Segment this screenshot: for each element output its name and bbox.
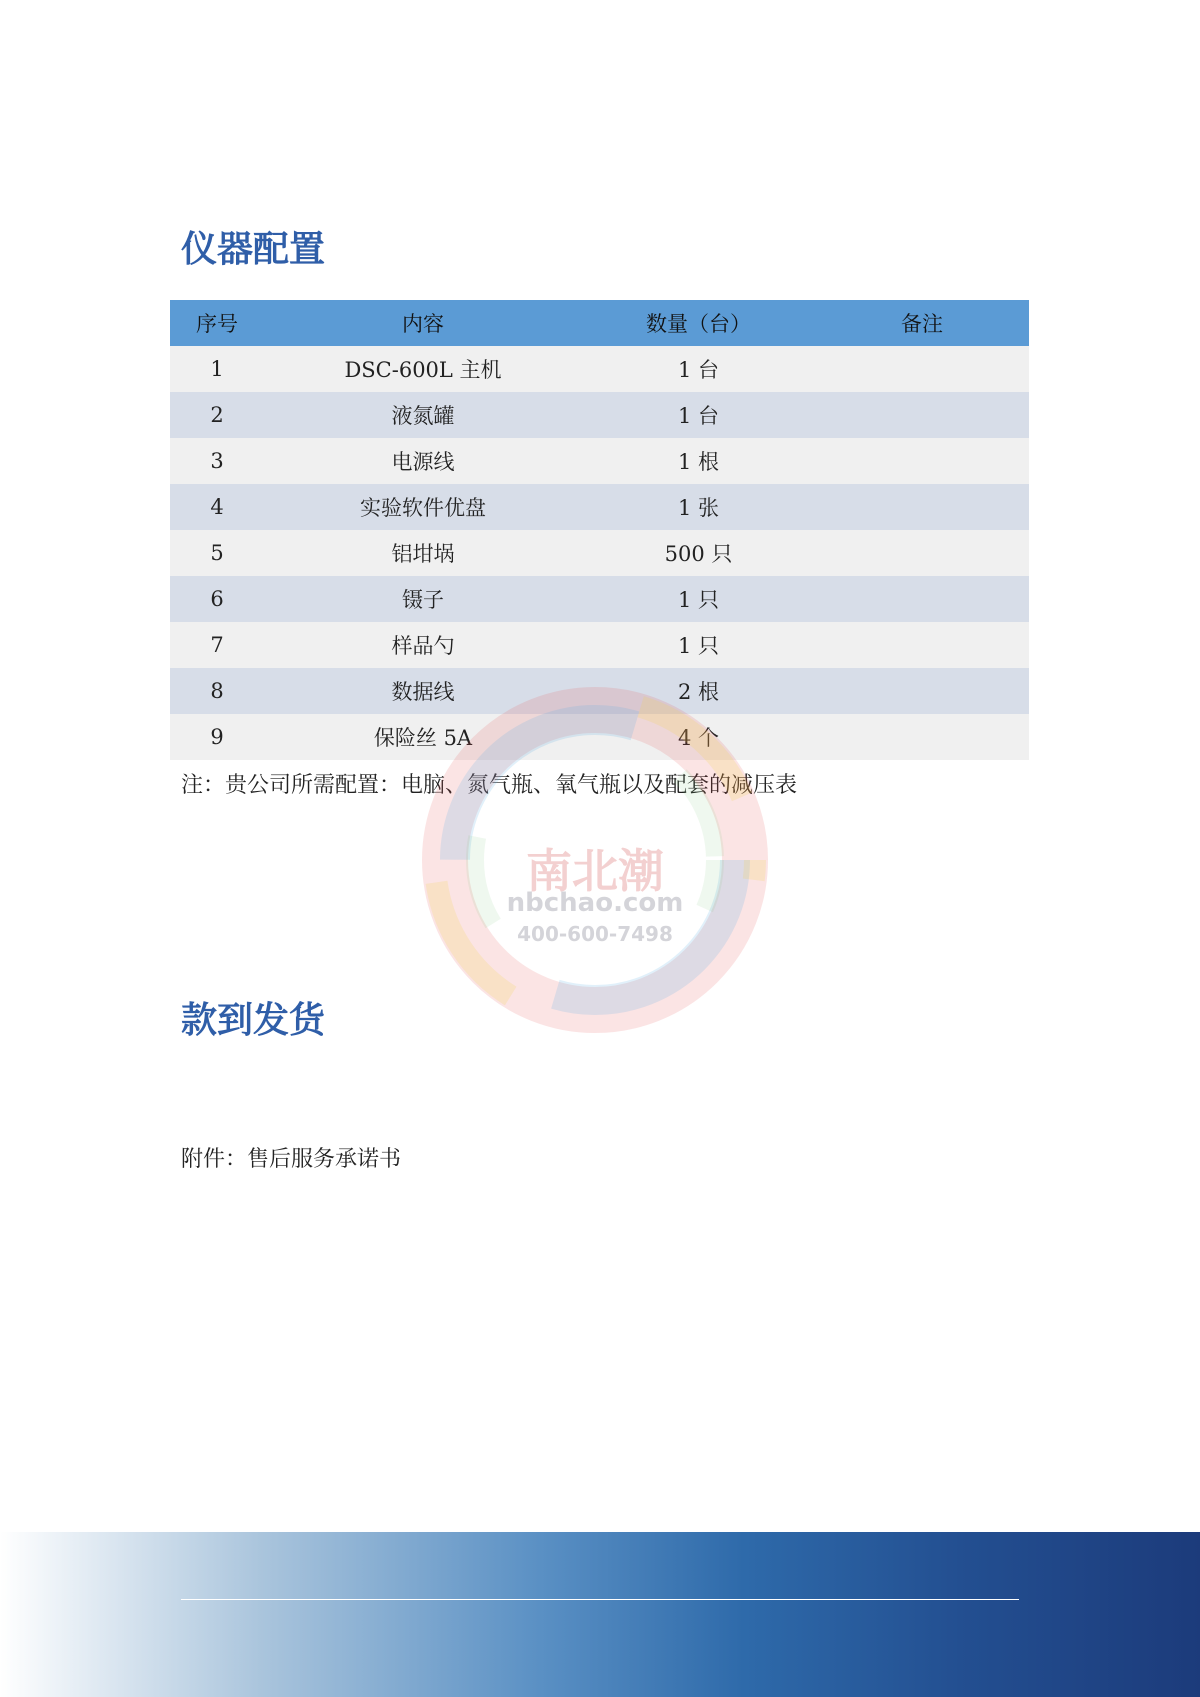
cell-quantity: 500 只	[582, 530, 815, 576]
cell-remarks	[815, 622, 1029, 668]
cell-no: 1	[170, 346, 264, 392]
cell-quantity: 2 根	[582, 668, 815, 714]
watermark-brand: 南北潮	[526, 844, 664, 898]
cell-content: 数据线	[264, 668, 582, 714]
cell-no: 2	[170, 392, 264, 438]
header-no: 序号	[170, 300, 264, 346]
cell-no: 8	[170, 668, 264, 714]
cell-content: 镊子	[264, 576, 582, 622]
table-row	[170, 484, 1029, 530]
watermark-site: nbchao.com	[506, 888, 684, 918]
cell-quantity: 4 个	[582, 714, 815, 760]
table-header-row	[170, 300, 1029, 346]
cell-remarks	[815, 530, 1029, 576]
cell-remarks	[815, 392, 1029, 438]
configuration-note: 注：贵公司所需配置：电脑、氮气瓶、氧气瓶以及配套的减压表	[181, 773, 798, 798]
cell-no: 5	[170, 530, 264, 576]
cell-quantity: 1 张	[582, 484, 815, 530]
section-title-shipping: 款到发货	[181, 1000, 326, 1041]
config-table	[170, 300, 1029, 760]
table-row	[170, 668, 1029, 714]
cell-content: 铝坩埚	[264, 530, 582, 576]
cell-no: 6	[170, 576, 264, 622]
cell-remarks	[815, 346, 1029, 392]
cell-content: 液氮罐	[264, 392, 582, 438]
attachment-line: 附件：售后服务承诺书	[181, 1147, 402, 1172]
table-row	[170, 714, 1029, 760]
cell-no: 4	[170, 484, 264, 530]
cell-no: 9	[170, 714, 264, 760]
cell-remarks	[815, 714, 1029, 760]
cell-content: DSC-600L 主机	[264, 346, 582, 392]
cell-quantity: 1 只	[582, 576, 815, 622]
table-row	[170, 346, 1029, 392]
watermark-phone: 400-600-7498	[517, 922, 673, 946]
cell-content: 实验软件优盘	[264, 484, 582, 530]
cell-remarks	[815, 484, 1029, 530]
cell-no: 7	[170, 622, 264, 668]
cell-content: 样品勺	[264, 622, 582, 668]
footer-divider	[181, 1599, 1019, 1600]
table-row	[170, 438, 1029, 484]
cell-quantity: 1 只	[582, 622, 815, 668]
cell-no: 3	[170, 438, 264, 484]
header-content: 内容	[264, 300, 582, 346]
footer-band	[0, 1532, 1200, 1697]
cell-quantity: 1 根	[582, 438, 815, 484]
cell-quantity: 1 台	[582, 346, 815, 392]
header-quantity: 数量（台）	[582, 300, 815, 346]
section-title-config: 仪器配置	[181, 229, 326, 270]
cell-content: 保险丝 5A	[264, 714, 582, 760]
cell-remarks	[815, 438, 1029, 484]
header-remarks: 备注	[815, 300, 1029, 346]
table-row	[170, 530, 1029, 576]
table-row	[170, 622, 1029, 668]
table-row	[170, 392, 1029, 438]
cell-content: 电源线	[264, 438, 582, 484]
cell-remarks	[815, 668, 1029, 714]
table-row	[170, 576, 1029, 622]
cell-quantity: 1 台	[582, 392, 815, 438]
cell-remarks	[815, 576, 1029, 622]
